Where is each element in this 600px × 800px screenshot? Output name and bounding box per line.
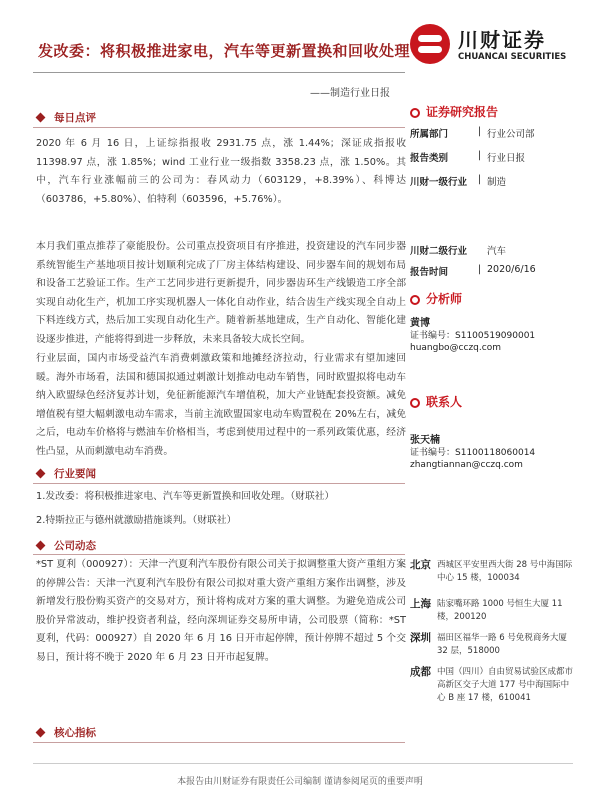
logo-name-cn: 川财证券 [458, 28, 546, 52]
info-separator: | [478, 150, 482, 161]
section-heading-core-indicators: 核心指标 [33, 725, 96, 740]
info-value-industry-l1: 制造 [487, 177, 507, 188]
section-divider [33, 483, 405, 484]
analyst-email[interactable]: huangbo@cczq.com [410, 343, 501, 353]
sidebar-heading-contact: 联系人 [410, 393, 462, 410]
industry-news-item-2: 2.特斯拉正与德州就激励措施谈判。（财联社） [36, 515, 237, 526]
diamond-bullet-icon [36, 541, 46, 551]
circle-icon [410, 295, 420, 305]
logo-name-en: CHUANCAI SECURITIES [458, 52, 567, 62]
office-city-shenzhen: 深圳 [410, 632, 431, 644]
analyst-block [410, 318, 535, 354]
analyst-name: 黄博 [410, 318, 430, 329]
section-heading-industry-news: 行业要闻 [33, 466, 96, 481]
circle-icon [410, 398, 420, 408]
contact-name: 张天楠 [410, 435, 440, 446]
info-label-date: 报告时间 [410, 267, 449, 278]
report-subtitle: ——制造行业日报 [310, 88, 390, 99]
info-separator: | [478, 174, 482, 185]
info-value-category: 行业日报 [487, 153, 526, 164]
sidebar-heading-report: 证券研究报告 [410, 103, 498, 120]
office-address-chengdu: 中国（四川）自由贸易试验区成都市高新区交子大道 177 号中海国际中心 B 座 17 楼，610041 [437, 667, 574, 703]
logo-icon [410, 24, 450, 64]
diamond-bullet-icon [36, 469, 46, 479]
info-value-department: 行业公司部 [487, 129, 535, 140]
section-divider [33, 127, 405, 128]
sidebar-heading-analyst: 分析师 [410, 290, 462, 307]
daily-comment-para-3: 行业层面，国内市场受益汽车消费刺激政策和地摊经济拉动，行业需求有望加速回暖。海外市场看，法国和德国拟通过刺激计划推动电动车销售，同时欧盟拟将电动车纳入欧盟绿色经济复苏计划，免征新能源汽车增值税，加大产业链配套投资额。减免增值税有望大幅刺激电动车需求，当前主流欧盟国家电动车购置税在 20%左右，减免之后，电动车价格将与燃油车价格相当，考虑到使用过程中的一系列政策优惠，经济性凸显，从而刺激电动车消费。 [36, 353, 406, 457]
contact-cert: 证书编号：S1100118060014 [410, 448, 536, 458]
circle-icon [410, 108, 420, 118]
office-address-shenzhen: 福田区福华一路 6 号免税商务大厦 32 层，518000 [437, 633, 567, 656]
info-label-department: 所属部门 [410, 129, 449, 140]
info-label-category: 报告类别 [410, 153, 449, 164]
analyst-cert: 证书编号：S1100519090001 [410, 331, 536, 341]
section-heading-company-news: 公司动态 [33, 538, 96, 553]
report-title: 发改委：将积极推进家电，汽车等更新置换和回收处理 [38, 42, 411, 60]
office-city-beijing: 北京 [410, 559, 431, 571]
daily-comment-para-2: 本月我们重点推荐了豪能股份。公司重点投资项目有序推进，投资建设的汽车同步器系统智能生产基地项目按计划顺利完成了厂房主体结构建设、同步器车间的规划布局和设备工艺验证工作。生产工艺同步进行更新提升，同步器齿环生产线锻造工序全部实现自动化生产，机加工序实现机器人一体化自动作业，结合齿生产线实现全自动上下料连线方式，热后加工实现自动化生产。随着新基地建成，生产自动化、智能化建设逐步推进，产能将得到进一步释放，未来具备较大成长空间。 [36, 241, 406, 345]
office-address-shanghai: 陆家嘴环路 1000 号恒生大厦 11 楼，200120 [437, 599, 563, 622]
info-separator: | [478, 126, 482, 137]
section-divider [33, 742, 405, 743]
diamond-bullet-icon [36, 728, 46, 738]
company-logo [410, 22, 570, 68]
company-news-para: *ST 夏利（000927）：天津一汽夏利汽车股份有限公司关于拟调整重大资产重组方案的停牌公告：天津一汽夏利汽车股份有限公司拟对重大资产重组方案作出调整，涉及新增发行股份购买资产的交易对方，预计将构成对方案的重大调整。为避免造成公司股价异常波动，维护投资者利益，经向深圳证券交易所申请，公司股票（简称：*ST 夏利，代码：000927）自 2020 年 6 月 16 日开市起停牌，预计停牌不超过 5 个交易日，预计将不晚于 2020 年 6 月 23 日开市起复牌。 [36, 559, 406, 663]
info-label-industry-l2: 川财二级行业 [410, 246, 468, 257]
section-heading-daily-comment: 每日点评 [33, 110, 96, 125]
section-divider [33, 554, 405, 555]
contact-block [410, 435, 535, 471]
title-divider [33, 72, 405, 73]
office-city-chengdu: 成都 [410, 666, 431, 678]
office-city-shanghai: 上海 [410, 598, 431, 610]
info-separator: | [478, 264, 482, 275]
info-value-industry-l2: 汽车 [487, 246, 507, 257]
diamond-bullet-icon [36, 113, 46, 123]
footer-disclaimer: 本报告由川财证券有限责任公司编制 谨请参阅尾页的重要声明 [177, 777, 423, 787]
info-value-date: 2020/6/16 [487, 264, 536, 275]
industry-news-item-1: 1.发改委：将积极推进家电、汽车等更新置换和回收处理。（财联社） [36, 491, 335, 502]
contact-email[interactable]: zhangtiannan@cczq.com [410, 460, 523, 470]
info-label-industry-l1: 川财一级行业 [410, 177, 468, 188]
daily-comment-para-1: 2020 年 6 月 16 日，上证综指报收 2931.75 点，涨 1.44%；深证成指报收 11398.97 点，涨 1.85%；wind 工业行业一级指数 3358.23 点，涨 1.50%。其中，汽车行业涨幅前三的公司为：春风动力（603129，+8.39%）、科博达（603786，+5.80%）、伯特利（603596，+5.76%）。 [36, 138, 406, 205]
footer-divider [33, 763, 573, 764]
office-address-beijing: 西城区平安里西大街 28 号中海国际中心 15 楼，100034 [437, 560, 573, 583]
